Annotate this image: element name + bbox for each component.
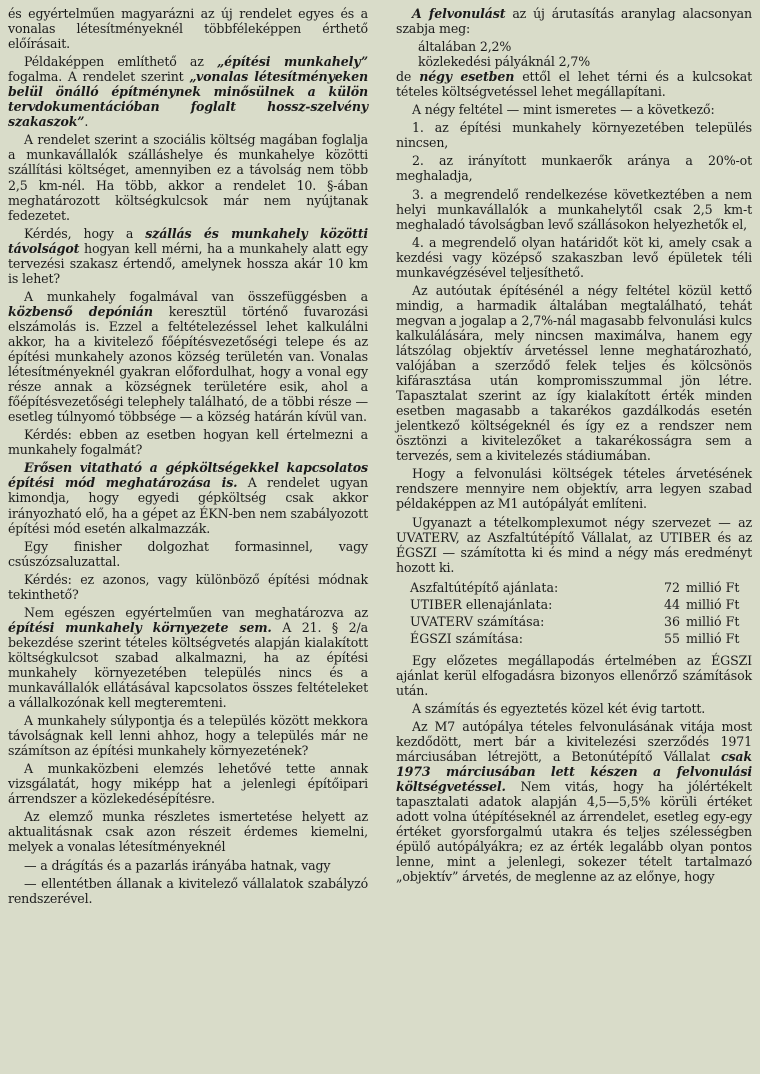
cost-unit: millió Ft xyxy=(686,630,740,646)
paragraph: Ugyanazt a tételkomplexumot négy szervezet — az UVATERV, az Aszfaltútépítő Vállalat, az UTIBER és az ÉGSZI — számította ki és mind a négy más eredményt hozott ki. xyxy=(396,514,752,575)
paragraph: Példaképpen említhető az „építési munkahely” fogalma. A rendelet szerint „vonalas létesítményeken belül önálló építménynek minősülnek a külön tervdokumentációban foglalt hossz-szelvény szakaszok”. xyxy=(8,54,368,130)
list-item: — a drágítás és a pazarlás irányába hatnak, vagy xyxy=(24,857,331,873)
paragraph: A munkahely fogalmával van összefüggésben a közbenső depónián keresztül történő fuvarozási elszámolás is. Ezzel a feltételezéssel lehet kalkulálni akkor, ha a kivitelező főépítésvezetőségi telepe és az építési munkahely azonos község területén van. Vonalas létesítményeknél gyakran előfordulhat, hogy a vonal egy része annak a községnek területére esik, ahol a főépítésvezetőségi telephely található, de a többi része — esetleg túlnyomó többsége — a község határán kívül van. xyxy=(8,288,368,425)
condition-item: 3. a megrendelő rendelkezése következtében a nem helyi munkavállalók a munkahelytől csak 2,5 km-t meghaladó távolságban levő szállásokon helyezhetők el, xyxy=(396,186,752,232)
paragraph: Egy előzetes megállapodás értelmében az ÉGSZI ajánlat kerül elfogadásra bizonyos ellenőrző számítások után. xyxy=(396,652,752,698)
cost-table xyxy=(410,579,748,647)
paragraph: Erősen vitatható a gépköltségekkel kapcsolatos építési mód meghatározása is. A rendelet ugyan kimondja, hogy egyedi gépköltség csak akkor irányozható elő, ha a gépet az ÉKN-ben nem szabályozott építési mód esetén alkalmazzák. xyxy=(8,460,368,536)
cost-unit: millió Ft xyxy=(686,596,740,612)
paragraph: Az autóutak építésénél a négy feltétel közül kettő mindig, a harmadik általában megtalálható, tehát megvan a jogalap a 2,7%-nál magasabb felvonulási kulcs kalkulálására, mely nincsen maximálva, hanem egy látszólag objektív árvetéssel lenne meghatározható, valójában a szerződő felek teljes és kölcsönös kifárasztása után kompromisszummal jön létre. Tapasztalat szerint az így kialakított érték minden esetben magasabb a takarékos gazdálkodás esetén jelentkező költségeknél és így ez a rendszer nem ösztönzi a kivitelezőket a takarékosságra sem a tervezés, sem a kivitelezés stádiumában. xyxy=(396,282,752,464)
condition-item: 1. az építési munkahely környezetében település nincsen, xyxy=(396,120,752,151)
paragraph: A munkaközbeni elemzés lehetővé tette annak vizsgálatát, hogy miképp hat a jelenlegi építőipari árrendszer a közlekedésépítésre. xyxy=(8,761,368,807)
paragraph: Hogy a felvonulási költségek tételes árvetésének rendszere mennyire nem objektív, arra legyen szabad példaképpen az M1 autópályát említeni. xyxy=(396,466,752,512)
list-item: — ellentétben állanak a kivitelező vállalatok szabályzó rendszerével. xyxy=(8,875,368,906)
paragraph: de négy esetben ettől el lehet térni és a kulcsokat tételes költségvetéssel lehet megállapítani. xyxy=(396,69,752,100)
paragraph: Az elemző munka részletes ismertetése helyett az aktualitásnak csak azon részeit érdemes kiemelni, melyek a vonalas létesítményeknél xyxy=(8,809,368,855)
cost-amount: 55 xyxy=(663,630,680,646)
paragraph: Kérdés: ez azonos, vagy különböző építési módnak tekinthető? xyxy=(8,571,368,602)
table-row xyxy=(410,579,748,596)
condition-item: 2. az irányított munkaerők aránya a 20%-ot meghaladja, xyxy=(396,153,752,184)
paragraph: A munkahely súlypontja és a település között mekkora távolságnak kell lenni ahhoz, hogy a település már ne számítson az építési munkahely környezetének? xyxy=(8,713,368,759)
cost-label: Aszfaltútépítő ajánlata: xyxy=(410,579,559,595)
cost-label: ÉGSZI számítása: xyxy=(410,630,523,646)
paragraph: és egyértelműen magyarázni az új rendelet egyes és a vonalas létesítményeknél többféleképpen érthető előírásait. xyxy=(8,6,368,52)
cost-amount: 36 xyxy=(663,613,680,629)
table-row xyxy=(410,630,748,647)
paragraph: Kérdés: ebben az esetben hogyan kell értelmezni a munkahely fogalmát? xyxy=(8,427,368,458)
cost-label: UTIBER ellenajánlata: xyxy=(410,596,553,612)
cost-unit: millió Ft xyxy=(686,579,740,595)
table-row xyxy=(410,596,748,613)
left-column xyxy=(8,6,368,909)
right-column xyxy=(396,6,752,887)
rate-line: közlekedési pályáknál 2,7% xyxy=(418,54,591,70)
cost-unit: millió Ft xyxy=(686,613,740,629)
paragraph: A négy feltétel — mint ismeretes — a következő: xyxy=(412,102,715,118)
paragraph: A rendelet szerint a szociális költség magában foglalja a munkavállalók szálláshelye és munkahelye közötti szállítási költséget, amennyiben ez a távolság nem több 2,5 km-nél. Ha több, akkor a rendelet 10. §-ában meghatározott költségkulcsok már nem nyújtanak fedezetet. xyxy=(8,132,368,223)
paragraph: Kérdés, hogy a szállás és munkahely közötti távolságot hogyan kell mérni, ha a munkahely alatt egy tervezési szakasz értendő, amelynek hossza akár 10 km is lehet? xyxy=(8,225,368,286)
cost-amount: 44 xyxy=(663,596,680,612)
table-row xyxy=(410,613,748,630)
paragraph: A felvonulást az új árutasítás aranylag alacsonyan szabja meg: xyxy=(396,6,752,37)
paragraph: A számítás és egyeztetés közel két évig tartott. xyxy=(412,700,706,716)
rate-line: általában 2,2% xyxy=(418,39,512,55)
condition-item: 4. a megrendelő olyan határidőt köt ki, amely csak a kezdési vagy középső szakaszban levő épületek téli munkavégzésével teljesíthető. xyxy=(396,234,752,280)
paragraph: Az M7 autópálya tételes felvonulásának vitája most kezdődött, mert bár a kivitelezési szerződés 1971 márciusában létrejött, a Betonútépítő Vállalat csak 1973 márciusában lett készen a felvonulási költségvetéssel. Nem vitás, hogy ha jólértékelt tapasztalati adatok alapján 4,5—5,5% körüli értéket adott volna útépítéseknél az árrendelet, esetleg egy-egy értéket gyorsforgalmú utakra és teljes szélességben épülő autópályákra; ez az érték legalább olyan pontos lenne, mint a jelenlegi, sokezer tételt tartalmazó „objektív” árvetés, de meglenne az az előnye, hogy xyxy=(396,718,752,885)
paragraph: Nem egészen egyértelműen van meghatározva az építési munkahely környezete sem. A 21. § 2/a bekezdése szerint tételes költségvetés alapján kialakított költségkulcsot szabad alkalmazni, ha az építési munkahely környezetében település nincs és a munkavállalók ellátásával kapcsolatos összes feltételeket a vállalkozónak kell megteremteni. xyxy=(8,604,368,711)
paragraph: Egy finisher dolgozhat formasinnel, vagy csúszózsaluzattal. xyxy=(8,538,368,569)
cost-amount: 72 xyxy=(663,579,680,595)
cost-label: UVATERV számítása: xyxy=(410,613,545,629)
